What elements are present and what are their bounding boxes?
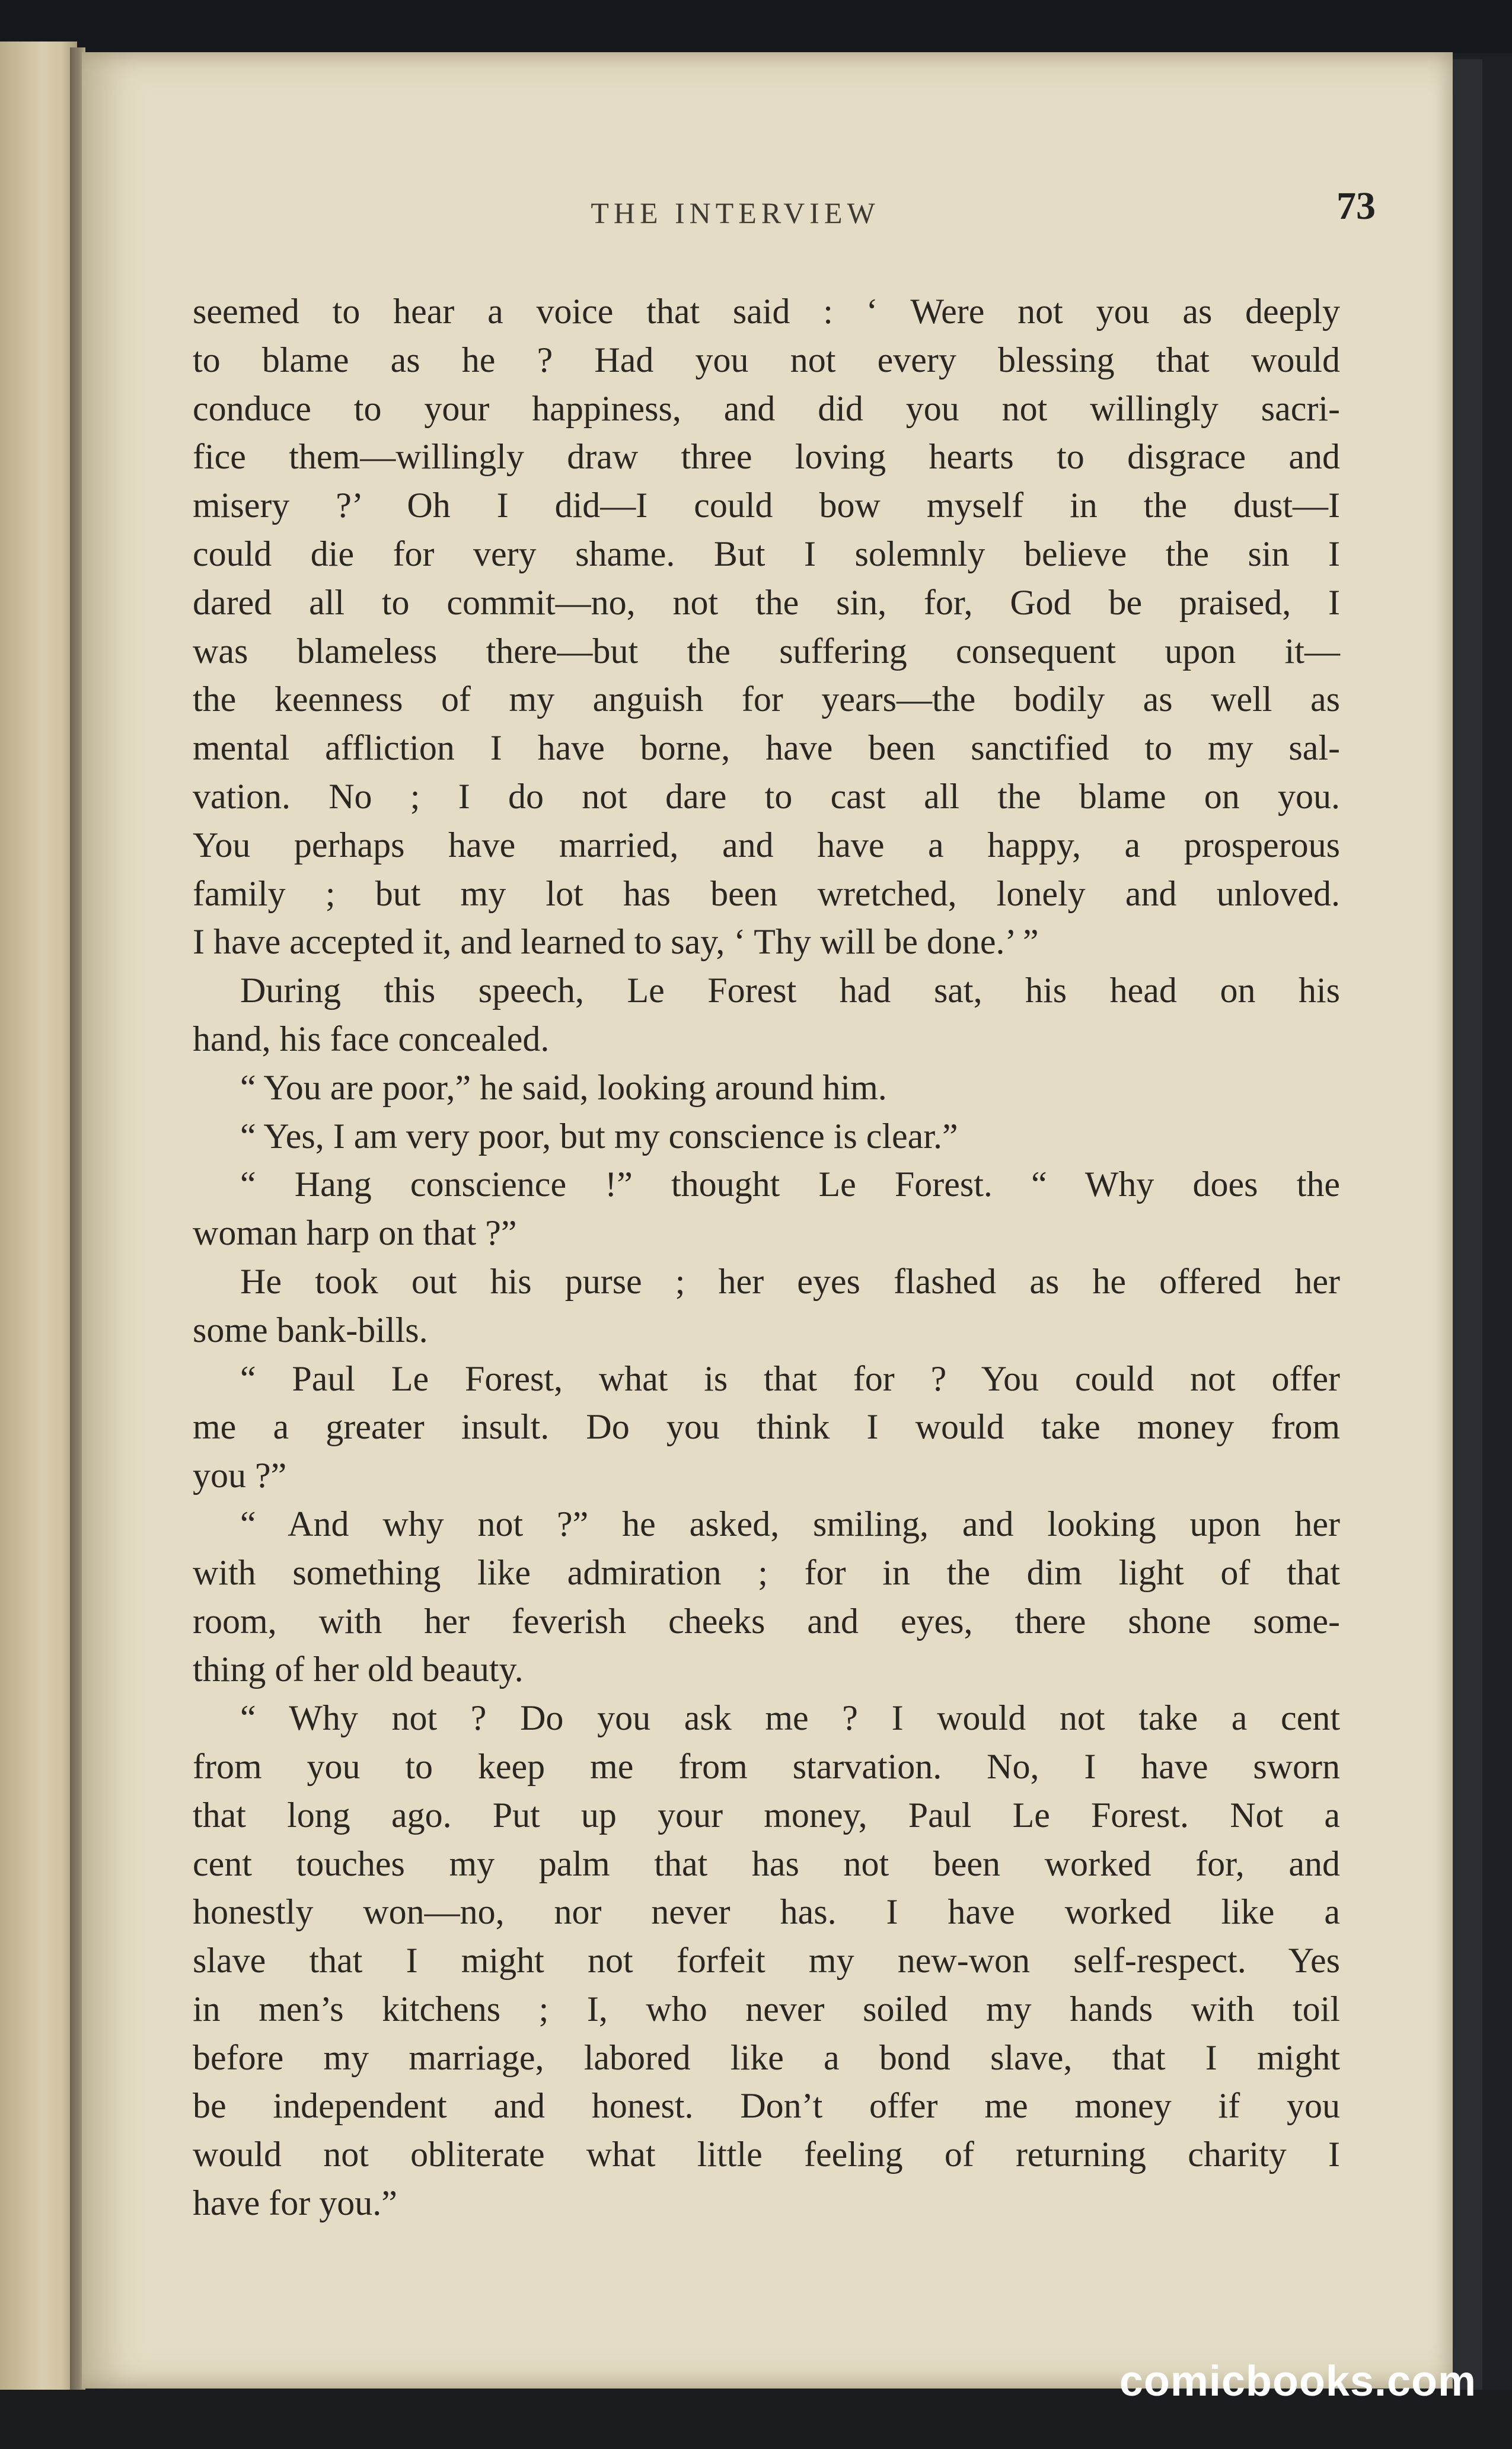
text-line: dared all to commit—no, not the sin, for, God be praised, I: [193, 582, 1340, 622]
text-line: you ?”: [193, 1456, 287, 1495]
text-line: honestly won—no, nor never has. I have worked like a: [193, 1892, 1340, 1932]
text-line: from you to keep me from starvation. No, I have sworn: [193, 1746, 1340, 1786]
watermark: comicbooks.com: [1119, 2358, 1476, 2405]
text-line: in men’s kitchens ; I, who never soiled my hands with toil: [193, 1989, 1340, 2029]
running-title: THE INTERVIEW: [591, 196, 880, 229]
scan-background-top: [0, 0, 1512, 53]
text-line: before my marriage, labored like a bond slave, that I might: [193, 2037, 1340, 2077]
text-line: “ You are poor,” he said, looking around him.: [240, 1067, 887, 1107]
text-line: slave that I might not forfeit my new-won self-respect. Yes: [193, 1941, 1340, 1981]
text-line: that long ago. Put up your money, Paul Le Forest. Not a: [193, 1795, 1340, 1835]
text-line: “ Hang conscience !” thought Le Forest. “ Why does the: [240, 1165, 1340, 1204]
scan-background-right: [1453, 59, 1482, 2390]
text-line: woman harp on that ?”: [193, 1213, 517, 1253]
text-line: to blame as he ? Had you not every blessing that would: [193, 340, 1340, 380]
text-line: room, with her feverish cheeks and eyes, there shone some-: [193, 1601, 1340, 1641]
text-line: “ Paul Le Forest, what is that for ? You could not offer: [240, 1359, 1340, 1398]
text-line: misery ?’ Oh I did—I could bow myself in the dust—I: [193, 486, 1340, 525]
text-line: “ Why not ? Do you ask me ? I would not take a cent: [240, 1698, 1340, 1738]
text-line: with something like admiration ; for in the dim light of that: [193, 1552, 1340, 1592]
text-line: “ And why not ?” he asked, smiling, and looking upon her: [240, 1504, 1340, 1544]
text-line: have for you.”: [193, 2183, 397, 2223]
body-text: [193, 288, 1340, 2228]
text-line: I have accepted it, and learned to say, ‘ Thy will be done.’ ”: [193, 922, 1039, 962]
text-line: “ Yes, I am very poor, but my conscience is clear.”: [240, 1116, 958, 1156]
text-line: seemed to hear a voice that said : ‘ Were not you as deeply: [193, 292, 1340, 331]
text-line: During this speech, Le Forest had sat, his head on his: [240, 971, 1340, 1010]
text-line: was blameless there—but the suffering consequent upon it—: [193, 631, 1340, 671]
text-line: hand, his face concealed.: [193, 1019, 550, 1058]
text-line: thing of her old beauty.: [193, 1650, 524, 1689]
text-line: could die for very shame. But I solemnly believe the sin I: [193, 534, 1340, 573]
page-header: [95, 148, 1376, 229]
facing-page-edge: [0, 42, 77, 2390]
text-line: would not obliterate what little feeling of returning charity I: [193, 2135, 1340, 2174]
text-line: conduce to your happiness, and did you not willingly sacri-: [193, 388, 1340, 428]
text-line: mental affliction I have borne, have been sanctified to my sal-: [193, 728, 1340, 768]
text-line: He took out his purse ; her eyes flashed as he offered her: [240, 1261, 1340, 1301]
text-line: the keenness of my anguish for years—the bodily as well as: [193, 680, 1340, 719]
text-line: You perhaps have married, and have a happy, a prosperous: [193, 825, 1340, 865]
text-line: be independent and honest. Don’t offer me money if you: [193, 2086, 1340, 2126]
text-line: family ; but my lot has been wretched, lonely and unloved.: [193, 873, 1340, 913]
text-line: vation. No ; I do not dare to cast all the blame on you.: [193, 776, 1340, 816]
page-number: 73: [1336, 184, 1376, 228]
text-line: fice them—willingly draw three loving hearts to disgrace and: [193, 437, 1340, 477]
text-line: some bank-bills.: [193, 1310, 428, 1350]
text-line: cent touches my palm that has not been worked for, and: [193, 1844, 1340, 1883]
text-line: me a greater insult. Do you think I would take money from: [193, 1407, 1340, 1447]
